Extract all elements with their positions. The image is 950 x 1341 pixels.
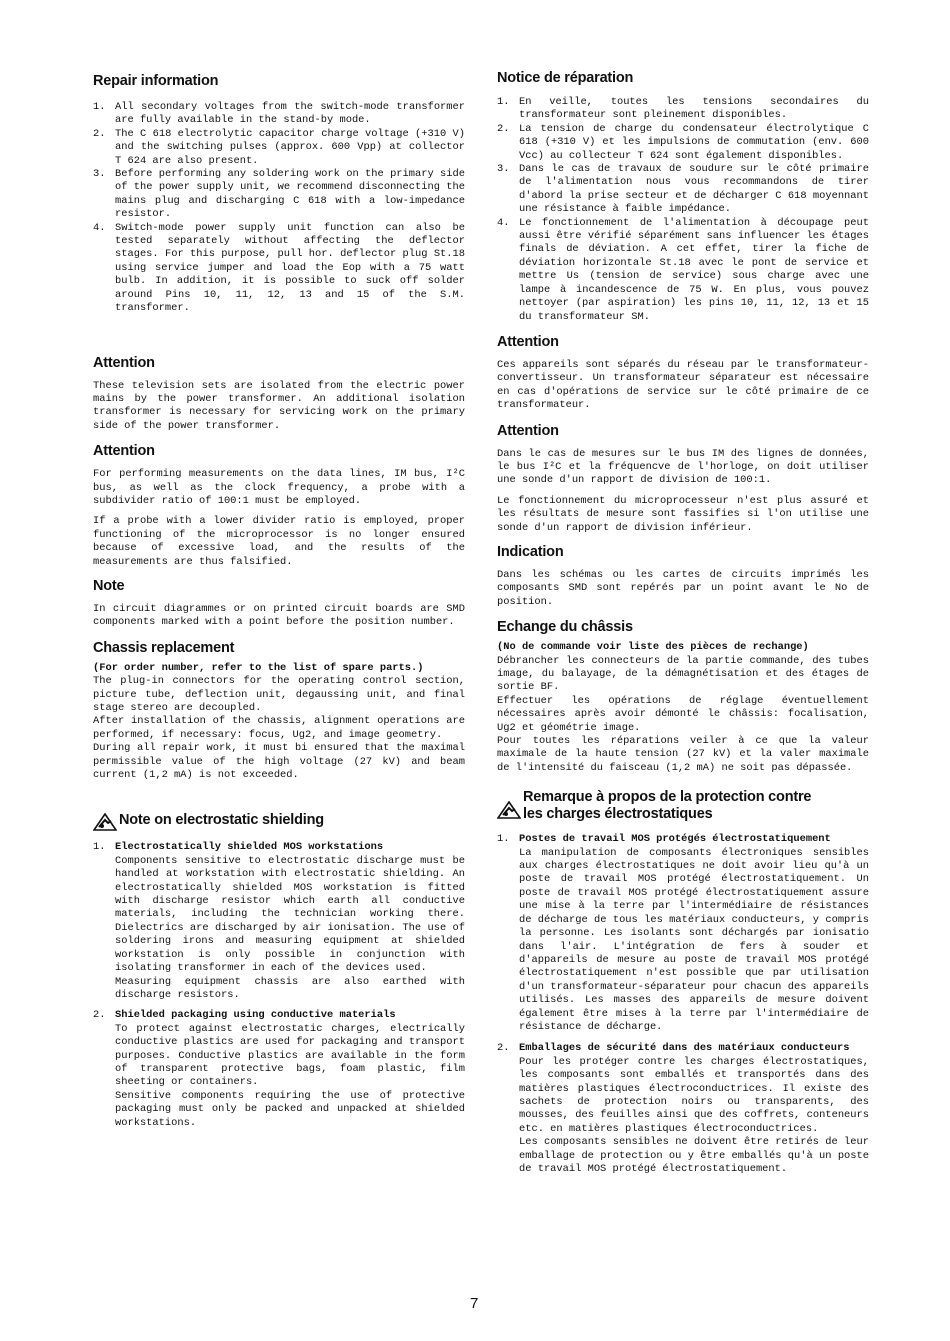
list-item: 4. Switch-mode power supply unit function can also be tested separately without affecting the deflector stages. For this purpose, pull hor. deflector plug St.18 using service jumper and load the Eop with a 75 watt bulb. In addition, it is possible to suck off solder around Pins 10, 11, 12, 13 and 15 of the S.M. transformer. xyxy=(93,221,472,315)
esd-item-heading: Shielded packaging using conductive materials xyxy=(115,1009,396,1022)
chassis-text: After installation of the chassis, alignment operations are performed, if necessary: focus, Ug2, and image geometry. xyxy=(93,715,472,741)
chassis-text: Effectuer les opérations de réglage éventuellement nécessaires après avoir démonté le châssis: focalisation, Ug2 et géométrie image. xyxy=(497,694,876,734)
indication-title: Indication xyxy=(497,543,564,560)
note-text: In circuit diagrammes or on printed circuit boards are SMD components marked with a point before the position number. xyxy=(93,602,472,629)
attention-title: Attention xyxy=(93,354,155,371)
chassis-title: Echange du châssis xyxy=(497,619,633,636)
chassis-order-note: (For order number, refer to the list of spare parts.) xyxy=(93,661,424,674)
list-item: 3. Dans le cas de travaux de soudure sur le côté primaire de l'alimentation nous vous recommandons de tirer d'abord la prise secteur et de décharger C 618 moyennant une résistance à faible impédance. xyxy=(497,163,876,216)
esd-item-heading: Emballages de sécurité dans des matériaux conducteurs xyxy=(519,1042,850,1055)
english-column xyxy=(93,66,472,1130)
list-item: 1. Postes de travail MOS protégés électrostatiquement La manipulation de composants électroniques sensibles aux charges électrostatiques ne doit avoir lieu qu'à un poste de travail MOS protégé électrostatiquement. Un poste de travail MOS protégé électrostatiquement assure une mise à la terre par l'intermédiaire de résistances de décharge de tous les matériaux conducteurs, y compris la personne. Les isolants sont déchargés par ionisatio dans l'air. L'intégration de fers à souder et d'appareils de mesure au poste de travail MOS protégé électrostatiquement n'est possible que par utilisation d'un transformateur-séparateur pour chacun des appareils utilisés. Les masses des appareils de mesure doivent également être mises à la terre par l'intermédiaire de résistance de décharge. xyxy=(497,833,876,1033)
note-title: Note xyxy=(93,577,125,594)
chassis-text: During all repair work, it must bi ensured that the maximal permissible value of the high voltage (27 kV) and beam current (1,2 mA) is not exceeded. xyxy=(93,742,472,782)
french-column xyxy=(497,66,876,1176)
esd-title: Remarque à propos de la protection contre xyxy=(523,789,812,806)
esd-warning-icon xyxy=(497,801,523,824)
chassis-title: Chassis replacement xyxy=(93,639,235,656)
list-item: 1. Electrostatically shielded MOS workstations Components sensitive to electrostatic discharge must be handled at workstation with electrostatic shielding. An electrostatically shielded MOS workstation is fitted with discharge resistor which earth all conductive materials, including the technician working there. Dielectrics are discharged by air ionisation. The use of soldering irons and measuring equipment at shielded workstation is only possible in conjunction with isolating transformer in each of the devices used. Measuring equipment chassis are also earthed with discharge resistors. xyxy=(93,841,472,1001)
attention-title: Attention xyxy=(93,443,155,460)
list-item: 4. Le fonctionnement de l'alimentation à découpage peut aussi être vérifié séparément sans influencer les étages finals de déviation. A cet effet, tirer la fiche de déviation horizontale St.18 avec le pont de service et mettre Us (tension de service) sous charge avec une lampe à incandescence de 75 W. En plus, vous pouvez nettoyer (par aspiration) les pins 10, 11, 12, 13 et 15 du transformateur SM. xyxy=(497,216,876,323)
list-item: 1. En veille, toutes les tensions secondaires du transformateur sont pleinement disponibles. xyxy=(497,96,876,122)
esd-heading xyxy=(93,812,465,836)
attention-text: Le fonctionnement du microprocesseur n'est plus assuré et les résultats de mesure sont fassifies si l'on utilise une sonde d'un rapport de division inférieur. xyxy=(497,494,876,534)
list-item: 2. Emballages de sécurité dans des matériaux conducteurs Pour les protéger contre les charges électrostatiques, les composants sont emballés et transportés dans des matières plastiques électroconductrices. Il existe des sachets de protection noirs ou transparents, des mousses, des feuilles ainsi que des coffrets, conteneurs etc. en matières plastiques électroconductrices. Les composants sensibles ne doivent être retirés de leur emballage de protection ou y être emballés qu'à un poste de travail MOS protégé électrostatiquement. xyxy=(497,1042,876,1175)
chassis-text: Débrancher les connecteurs de la partie commande, des tubes image, du balayage, de la démagnétisation et des étages de sortie BF. xyxy=(497,654,876,694)
list-item: 2. The C 618 electrolytic capacitor charge voltage (+310 V) and the switching pulses (approx. 600 Vpp) at collector T 624 are also present. xyxy=(93,127,472,167)
list-item: 3. Before performing any soldering work on the primary side of the power supply unit, we recommend disconnecting the mains plug and discharging C 618 with a low-impedance resistor. xyxy=(93,168,472,221)
list-item: 1. All secondary voltages from the switch-mode transformer are fully available in the stand-by mode. xyxy=(93,101,472,127)
attention-title: Attention xyxy=(497,422,559,439)
page-number: 7 xyxy=(470,1295,479,1312)
esd-item-heading: Electrostatically shielded MOS workstations xyxy=(115,841,384,854)
esd-title: Note on electrostatic shielding xyxy=(119,812,324,829)
indication-text: Dans les schémas ou les cartes de circuits imprimés les composants SMD sont repérés par un point avant le No de position. xyxy=(497,568,876,608)
attention-text: For performing measurements on the data lines, IM bus, I²C bus, as well as the clock frequency, a probe with a subdivider ratio of 100:1 must be employed. xyxy=(93,468,472,507)
repair-title: Repair information xyxy=(93,73,219,89)
attention-text: These television sets are isolated from the electric power mains by the power transformer. An additional isolation transformer is necessary for servicing work on the primary side of the power transformer. xyxy=(93,379,472,432)
chassis-text: Pour toutes les réparations veiler à ce que la valeur maximale de la haute tension (27 kV) et la valer maximale de l'intensité du faisceau (1,2 mA) ne soit pas dépassée. xyxy=(497,735,876,774)
esd-heading xyxy=(497,789,869,824)
attention-text: If a probe with a lower divider ratio is employed, proper functioning of the microprocessor is no longer ensured because of excessive load, and the results of the measurements are thus falsified. xyxy=(93,515,472,568)
chassis-text: The plug-in connectors for the operating control section, picture tube, deflection unit, degaussing unit, and final stage stereo are decoupled. xyxy=(93,675,472,714)
attention-text: Dans le cas de mesures sur le bus IM des lignes de données, le bus I²C et la fréquencve de l'horloge, on doit utiliser une sonde d'un rapport de division de 100:1. xyxy=(497,447,876,487)
esd-warning-icon xyxy=(93,813,119,836)
attention-title: Attention xyxy=(497,333,559,350)
attention-text: Ces appareils sont séparés du réseau par le transformateur-convertisseur. Un transformateur séparateur est nécessaire en cas d'opérations de service sur le côté primaire de ce transformateur. xyxy=(497,358,876,412)
esd-item-heading: Postes de travail MOS protégés électrostatiquement xyxy=(519,833,831,846)
list-item: 2. Shielded packaging using conductive materials To protect against electrostatic charges, electrically conductive plastics are used for packaging and transport purposes. Conductive plastics are available in the form of transparent protective bags, foam plastic, film sheeting or containers. Sensitive components requiring the use of protective packaging must only be packed and unpacked at shielded workstations. xyxy=(93,1009,472,1129)
repair-title: Notice de réparation xyxy=(497,70,634,86)
repair-list xyxy=(497,96,876,324)
chassis-order-note: (No de commande voir liste des pièces de rechange) xyxy=(497,641,809,654)
esd-title: les charges électrostatiques xyxy=(523,806,713,823)
list-item: 2. La tension de charge du condensateur électrolytique C 618 (+310 V) et les impulsions de commutation (env. 600 Vcc) au collecteur T 624 sont également disponibles. xyxy=(497,122,876,162)
repair-list xyxy=(93,101,472,316)
